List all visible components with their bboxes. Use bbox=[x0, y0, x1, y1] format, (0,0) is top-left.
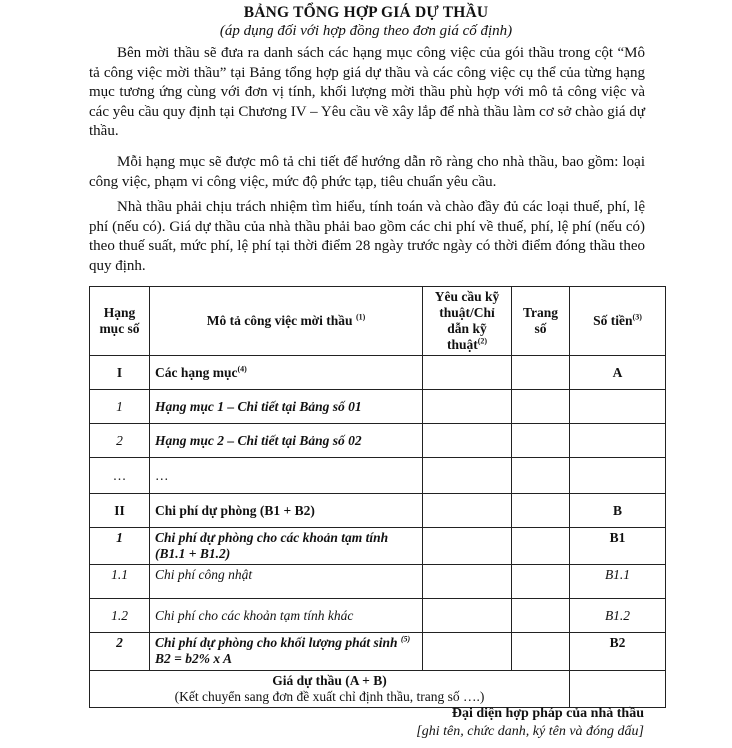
table-row: 1.2 Chi phí cho các khoản tạm tính khác B1.2 bbox=[90, 599, 666, 633]
intro-paragraph-3: Nhà thầu phải chịu trách nhiệm tìm hiểu, tính toán và chào đầy đủ các loại thuế, phí, lệ phí (nếu có). Giá dự thầu của nhà thầu phải bao gồm các chi phí về thuế, phí, lệ phí (nếu có) theo thuế suất, mức phí, lệ phí tại thời điểm 28 ngày trước ngày có thời điểm đóng thầu theo quy định. bbox=[89, 199, 645, 274]
total-label: Giá dự thầu (A + B) bbox=[272, 673, 387, 688]
signature-note: [ghi tên, chức danh, ký tên và đóng dấu] bbox=[416, 724, 644, 739]
table-header-row bbox=[90, 287, 666, 356]
header-item-no: Hạng mục số bbox=[90, 287, 150, 356]
table-row: 1 Chi phí dự phòng cho các khoản tạm tính (B1.1 + B1.2) B1 bbox=[90, 528, 666, 565]
document-title: BẢNG TỔNG HỢP GIÁ DỰ THẦU bbox=[243, 4, 489, 21]
signature-label: Đại diện hợp pháp của nhà thầu bbox=[451, 706, 644, 721]
table-row: … … bbox=[90, 458, 666, 494]
table-row: 2 Chi phí dự phòng cho khối lượng phát sinh $^{(5)}$ B2 = b2% x A B2 bbox=[90, 633, 666, 671]
intro-paragraph-1: Bên mời thầu sẽ đưa ra danh sách các hạng mục công việc của gói thầu trong cột “Mô tả công việc mời thầu” tại Bảng tổng hợp giá dự thầu và các công việc cụ thể của từng hạng mục tương ứng cùng với đơn vị tính, khối lượng mời thầu phù hợp với mô tả công việc và các yêu cầu quy định tại Chương IV – Yêu cầu về xây lắp để nhà thầu làm cơ sở chào giá dự thầu. bbox=[89, 45, 645, 139]
total-row bbox=[90, 671, 666, 708]
intro-paragraph-2: Mỗi hạng mục sẽ được mô tả chi tiết để hướng dẫn rõ ràng cho nhà thầu, bao gồm: loại công việc, phạm vi công việc, mức độ phức tạp, tiêu chuẩn yêu cầu. bbox=[89, 154, 645, 190]
header-description: Mô tả công việc mời thầu $^{(1)}$ bbox=[150, 287, 423, 356]
bid-summary-table bbox=[89, 286, 666, 708]
header-page: Trang số bbox=[512, 287, 570, 356]
document-subtitle: (áp dụng đối với hợp đồng theo đơn giá cố định) bbox=[219, 23, 513, 39]
table-row: I Các hạng mục$^{(4)}$ A bbox=[90, 356, 666, 390]
table-row: II Chi phí dự phòng (B1 + B2) B bbox=[90, 494, 666, 528]
table-row: 1.1 Chi phí công nhật B1.1 bbox=[90, 565, 666, 599]
total-note: (Kết chuyển sang đơn đề xuất chỉ định thầu, trang số ….) bbox=[174, 689, 485, 704]
header-tech-req: Yêu cầu kỹ thuật/Chỉ dẫn kỹ thuật$^{(2)}$ bbox=[423, 287, 512, 356]
header-amount: Số tiền$^{(3)}$ bbox=[570, 287, 666, 356]
table-row: 1 Hạng mục 1 – Chi tiết tại Bảng số 01 bbox=[90, 390, 666, 424]
table-row: 2 Hạng mục 2 – Chi tiết tại Bảng số 02 bbox=[90, 424, 666, 458]
